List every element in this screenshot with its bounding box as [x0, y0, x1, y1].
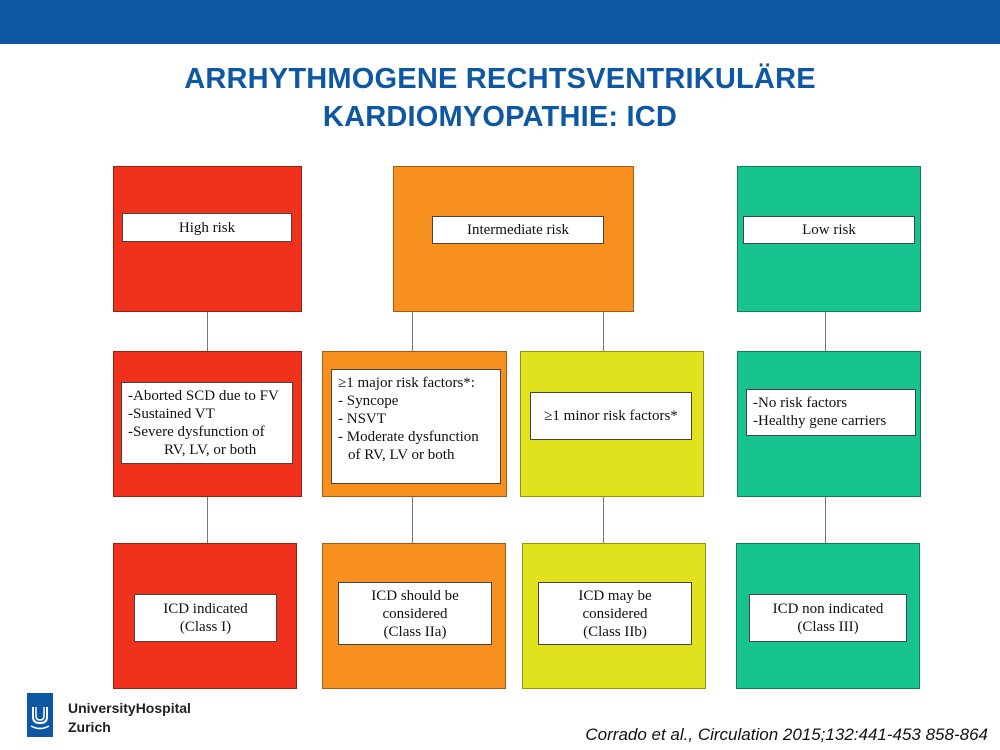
low-risk-box	[737, 166, 921, 312]
high-criterion-3: -Severe dysfunction of	[128, 424, 265, 440]
connector-intermediate-minor-2	[603, 497, 604, 543]
organization-name	[68, 699, 191, 737]
recommendation-class-iii	[749, 594, 907, 642]
high-criterion-1: -Aborted SCD due to FV	[128, 388, 279, 404]
low-criterion-1: -No risk factors	[753, 395, 848, 411]
low-risk-criteria-box	[737, 351, 921, 497]
major-criterion-5: of RV, LV or both	[348, 447, 455, 463]
rec-low-line-2: (Class III)	[797, 619, 859, 635]
rec-minor-line-2: considered	[582, 605, 648, 622]
slide-title-line-1: ARRHYTHMOGENE RECHTSVENTRIKULÄRE	[184, 63, 816, 95]
rec-major-line-3: (Class IIa)	[383, 623, 447, 640]
connector-intermediate-minor-1	[603, 312, 604, 351]
intermediate-risk-label: Intermediate risk	[432, 216, 604, 244]
intermediate-major-recommendation-box	[322, 543, 506, 689]
major-criterion-1: ≥1 major risk factors*:	[338, 375, 475, 391]
rec-minor-line-3: (Class IIb)	[583, 623, 647, 640]
recommendation-class-iib	[538, 582, 692, 645]
rec-major-line-2: considered	[382, 605, 448, 622]
high-risk-criteria	[121, 382, 293, 464]
connector-high-2	[207, 497, 208, 543]
major-risk-factors	[331, 369, 501, 484]
connector-intermediate-major-2	[412, 497, 413, 543]
connector-low-2	[825, 497, 826, 543]
rec-low-line-1: ICD non indicated	[772, 601, 884, 617]
high-risk-label: High risk	[122, 213, 292, 242]
high-criterion-4: RV, LV, or both	[164, 442, 257, 458]
high-risk-criteria-box	[113, 351, 302, 497]
slide-title-line-2: KARDIOMYOPATHIE: ICD	[322, 101, 678, 133]
rec-major-line-1: ICD should be	[371, 587, 459, 604]
low-criterion-2: -Healthy gene carriers	[753, 413, 887, 429]
high-risk-recommendation-box	[113, 543, 297, 689]
minor-risk-factors: ≥1 minor risk factors*	[530, 392, 692, 440]
rec-high-line-2: (Class I)	[179, 619, 232, 635]
low-risk-criteria	[746, 389, 916, 436]
major-criterion-3: - NSVT	[338, 411, 386, 427]
university-hospital-logo-icon	[27, 693, 53, 737]
intermediate-risk-box	[393, 166, 634, 312]
low-risk-recommendation-box	[736, 543, 920, 689]
connector-high-1	[207, 312, 208, 351]
citation: Corrado et al., Circulation 2015;132:441-453 858-864	[585, 725, 988, 744]
organization-name-line-1: UniversityHospital	[68, 700, 191, 716]
connector-intermediate-major-1	[412, 312, 413, 351]
intermediate-minor-criteria-box	[520, 351, 704, 497]
organization-name-line-2: Zurich	[68, 719, 111, 735]
rec-high-line-1: ICD indicated	[163, 601, 248, 617]
recommendation-class-i	[134, 594, 277, 642]
intermediate-major-criteria-box	[322, 351, 507, 497]
major-criterion-4: - Moderate dysfunction	[338, 429, 479, 445]
intermediate-minor-recommendation-box	[522, 543, 706, 689]
recommendation-class-iia	[338, 582, 492, 645]
high-criterion-2: -Sustained VT	[128, 406, 215, 422]
major-criterion-2: - Syncope	[338, 393, 399, 409]
low-risk-label: Low risk	[743, 216, 915, 244]
connector-low-1	[825, 312, 826, 351]
rec-minor-line-1: ICD may be	[578, 587, 652, 604]
high-risk-box	[113, 166, 302, 312]
